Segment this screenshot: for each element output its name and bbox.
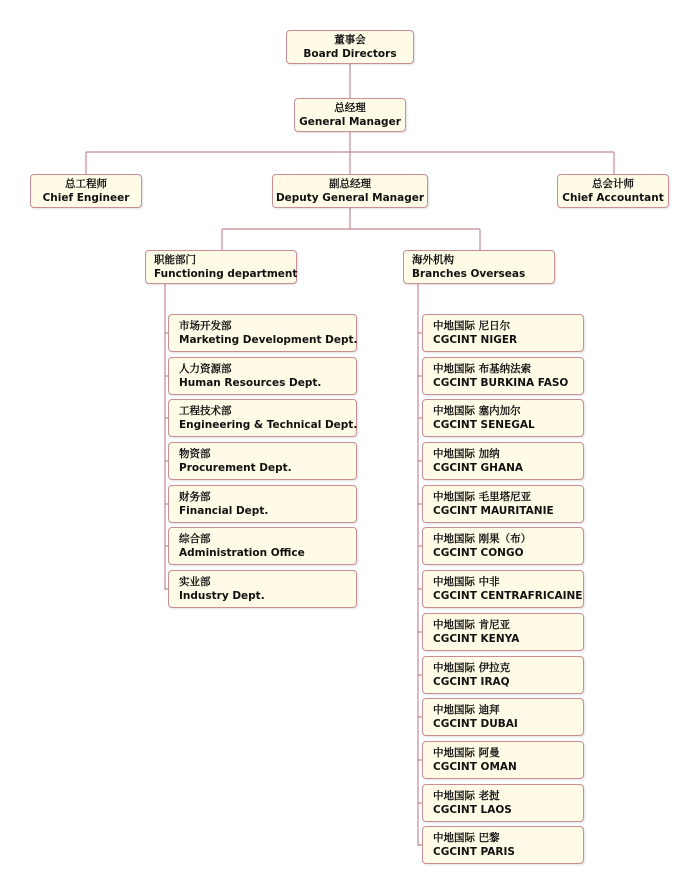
chief-accountant-en: Chief Accountant bbox=[562, 192, 664, 204]
branches-overseas-box bbox=[403, 250, 555, 284]
item-cn: 物资部 bbox=[179, 448, 211, 460]
overseas-cn: 海外机构 bbox=[412, 254, 454, 266]
overseas-item bbox=[422, 613, 584, 651]
item-cn: 中地国际 毛里塔尼亚 bbox=[433, 491, 532, 503]
item-cn: 中地国际 巴黎 bbox=[433, 832, 500, 844]
board-directors-box bbox=[286, 30, 414, 64]
overseas-item bbox=[422, 741, 584, 779]
item-cn: 综合部 bbox=[179, 533, 211, 545]
overseas-item bbox=[422, 784, 584, 822]
item-en: Financial Dept. bbox=[179, 505, 269, 517]
functioning-item bbox=[168, 527, 357, 565]
item-en: CGCINT KENYA bbox=[433, 633, 520, 645]
chief-accountant-box bbox=[557, 174, 669, 208]
item-cn: 人力资源部 bbox=[179, 363, 232, 375]
functioning-item bbox=[168, 357, 357, 395]
item-cn: 中地国际 肯尼亚 bbox=[433, 619, 511, 631]
item-cn: 实业部 bbox=[179, 576, 211, 588]
functioning-item bbox=[168, 570, 357, 608]
chief-engineer-en: Chief Engineer bbox=[42, 192, 130, 204]
item-cn: 中地国际 阿曼 bbox=[433, 747, 500, 759]
item-en: CGCINT OMAN bbox=[433, 761, 517, 773]
deputy-gm-cn: 副总经理 bbox=[329, 178, 371, 190]
item-cn: 中地国际 迪拜 bbox=[433, 704, 500, 716]
item-cn: 财务部 bbox=[179, 491, 211, 503]
item-cn: 中地国际 塞内加尔 bbox=[433, 405, 521, 417]
overseas-item bbox=[422, 656, 584, 694]
item-en: Industry Dept. bbox=[179, 590, 265, 602]
item-en: Administration Office bbox=[179, 547, 305, 559]
item-cn: 市场开发部 bbox=[179, 320, 232, 332]
item-en: CGCINT CENTRAFRICAINE bbox=[433, 590, 583, 602]
item-en: Human Resources Dept. bbox=[179, 377, 322, 389]
chief-engineer-cn: 总工程师 bbox=[65, 178, 107, 190]
deputy-gm-en: Deputy General Manager bbox=[275, 192, 425, 204]
item-cn: 中地国际 老挝 bbox=[433, 790, 500, 802]
functioning-item bbox=[168, 314, 357, 352]
item-en: CGCINT IRAQ bbox=[433, 676, 510, 688]
overseas-item bbox=[422, 826, 584, 864]
item-cn: 中地国际 布基纳法索 bbox=[433, 363, 532, 375]
deputy-general-manager-box bbox=[272, 174, 428, 208]
overseas-item bbox=[422, 399, 584, 437]
item-en: Marketing Development Dept. bbox=[179, 334, 358, 346]
item-en: Engineering & Technical Dept. bbox=[179, 419, 358, 431]
board-en: Board Directors bbox=[303, 48, 397, 60]
functioning-en: Functioning department bbox=[154, 268, 298, 280]
item-en: CGCINT DUBAI bbox=[433, 718, 518, 730]
item-en: CGCINT GHANA bbox=[433, 462, 523, 474]
overseas-item bbox=[422, 485, 584, 523]
chief-accountant-cn: 总会计师 bbox=[592, 178, 634, 190]
general-manager-box bbox=[294, 98, 406, 132]
overseas-item bbox=[422, 570, 584, 608]
overseas-item bbox=[422, 527, 584, 565]
item-en: CGCINT MAURITANIE bbox=[433, 505, 554, 517]
overseas-en: Branches Overseas bbox=[412, 268, 526, 280]
item-en: CGCINT CONGO bbox=[433, 547, 524, 559]
item-cn: 工程技术部 bbox=[179, 405, 232, 417]
item-cn: 中地国际 伊拉克 bbox=[433, 662, 511, 674]
functioning-item bbox=[168, 442, 357, 480]
overseas-item bbox=[422, 357, 584, 395]
item-en: CGCINT PARIS bbox=[433, 846, 515, 858]
gm-cn: 总经理 bbox=[334, 102, 366, 114]
item-cn: 中地国际 加纳 bbox=[433, 448, 500, 460]
item-en: CGCINT SENEGAL bbox=[433, 419, 535, 431]
functioning-department-box bbox=[145, 250, 297, 284]
item-en: CGCINT NIGER bbox=[433, 334, 518, 346]
overseas-item bbox=[422, 314, 584, 352]
functioning-item bbox=[168, 485, 357, 523]
item-cn: 中地国际 中非 bbox=[433, 576, 500, 588]
functioning-cn: 职能部门 bbox=[154, 254, 196, 266]
item-en: Procurement Dept. bbox=[179, 462, 292, 474]
overseas-item bbox=[422, 698, 584, 736]
item-cn: 中地国际 尼日尔 bbox=[433, 320, 511, 332]
functioning-item bbox=[168, 399, 357, 437]
item-en: CGCINT BURKINA FASO bbox=[433, 377, 569, 389]
overseas-item bbox=[422, 442, 584, 480]
board-cn: 董事会 bbox=[334, 34, 366, 46]
item-en: CGCINT LAOS bbox=[433, 804, 512, 816]
chief-engineer-box bbox=[30, 174, 142, 208]
item-cn: 中地国际 刚果（布） bbox=[433, 533, 532, 545]
gm-en: General Manager bbox=[299, 116, 401, 128]
